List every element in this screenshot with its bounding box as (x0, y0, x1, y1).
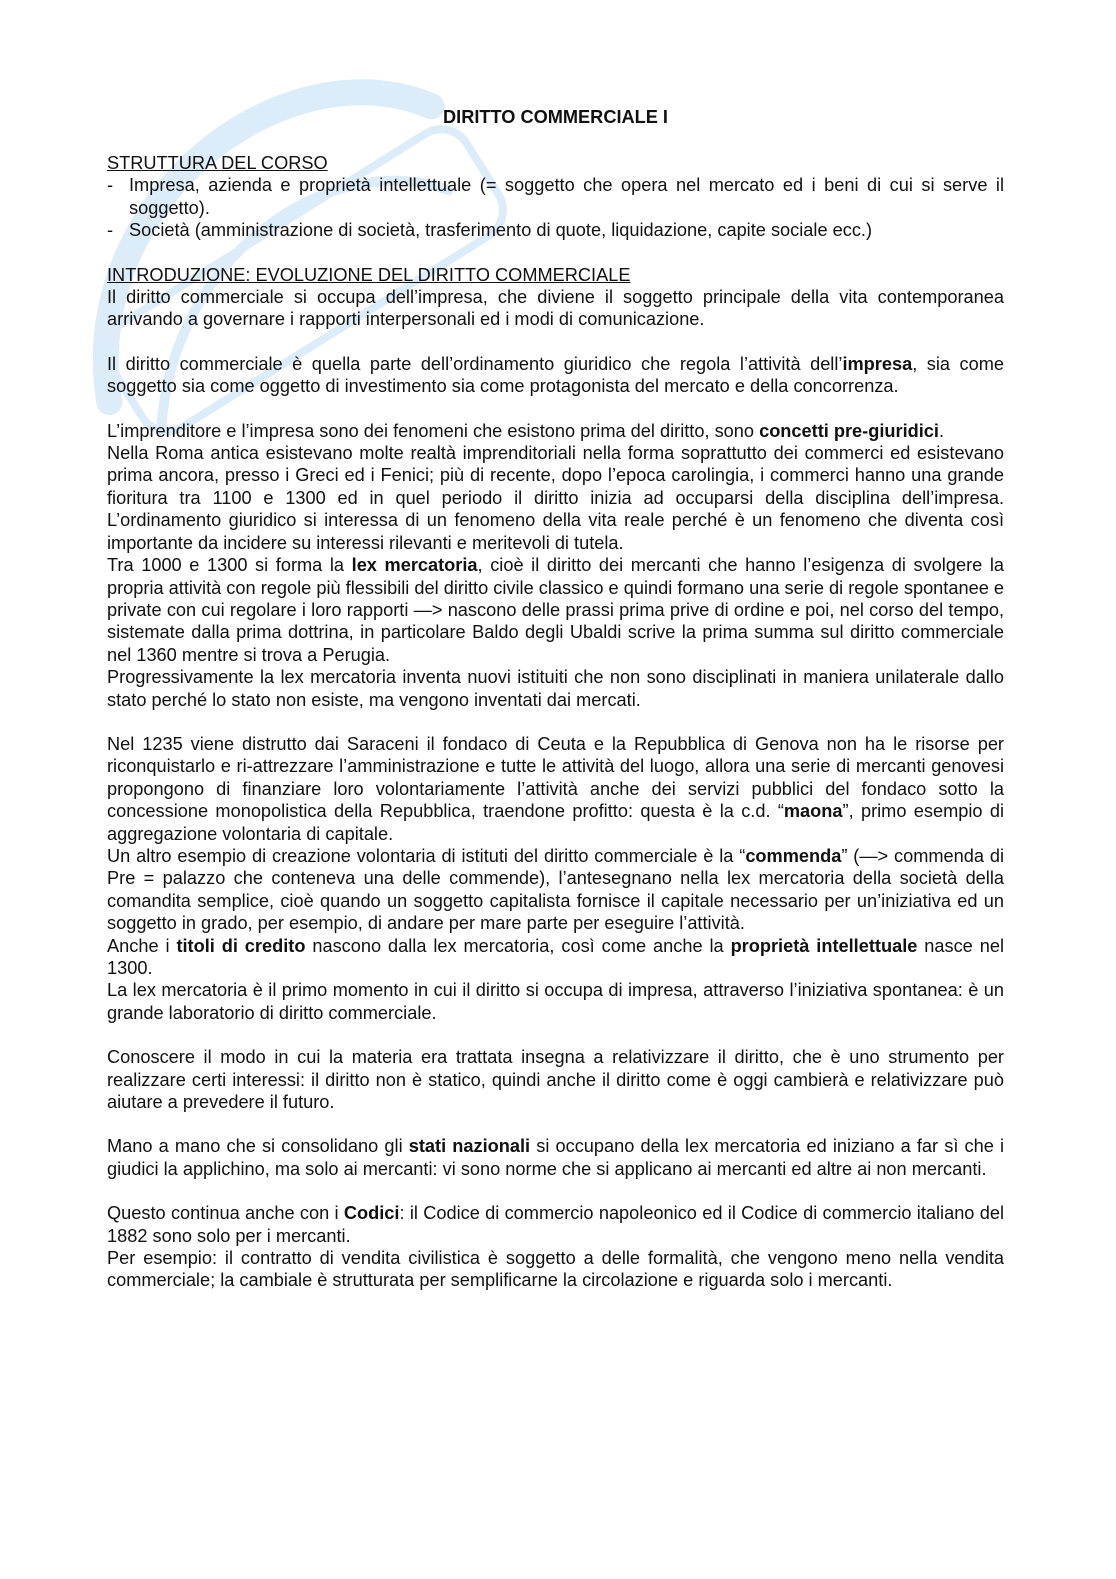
section-struttura (107, 152, 1004, 242)
document-title: DIRITTO COMMERCIALE I (443, 107, 668, 127)
bullet-item: - Impresa, azienda e proprietà intellettuale (= soggetto che opera nel mercato ed i beni di cui si serve il soggetto). (107, 174, 1004, 219)
paragraph: Conoscere il modo in cui la materia era trattata insegna a relativizzare il diritto, che è uno strumento per realizzare certi interessi: il diritto non è statico, quindi anche il diritto come è oggi cambierà e relativizzare può aiutare a prevedere il futuro. (107, 1047, 1004, 1113)
paragraph: La lex mercatoria è il primo momento in cui il diritto si occupa di impresa, attraverso l’iniziativa spontanea: è un grande laboratorio di diritto commerciale. (107, 980, 1004, 1023)
paragraph: Il diritto commerciale è quella parte dell’ordinamento giuridico che regola l’attività dell’impresa, sia come soggetto sia come oggetto di investimento sia come protagonista del mercato e della concorrenza. (107, 353, 1004, 397)
paragraph: Un altro esempio di creazione volontaria di istituti del diritto commerciale è la “commenda” (—> commenda di Pre = palazzo che conteneva una delle commende), l’antesegnano nella lex mercatoria della società della comandita semplice, cioè quando un soggetto capitalista fornisce il capitale necessario per un’iniziativa ed un soggetto in grado, per esempio, di andare per mare parte per eseguire l’attività. (107, 845, 1004, 934)
section-heading: INTRODUZIONE: EVOLUZIONE DEL DIRITTO COMMERCIALE (107, 264, 631, 285)
paragraph: Nella Roma antica esistevano molte realtà imprenditoriali nella forma soprattutto dei commerci ed esistevano prima ancora, presso i Greci ed i Fenici; più di recente, dopo l’epoca carolingia, i commerci hanno una grande fioritura tra 1100 e 1300 ed in quel periodo il diritto inizia ad occuparsi della disciplina dell’impresa. L’ordinamento giuridico si interessa di un fenomeno della vita reale perché è un fenomeno che diventa così importante da incidere su interessi rilevanti e meritevoli di tutela. (107, 443, 1004, 553)
document-page (107, 106, 1004, 1292)
paragraph: Progressivamente la lex mercatoria inventa nuovi istituiti che non sono disciplinati in maniera unilaterale dallo stato perché lo stato non esiste, ma vengono inventati dai mercati. (107, 667, 1004, 710)
paragraph: Mano a mano che si consolidano gli stati nazionali si occupano della lex mercatoria ed iniziano a far sì che i giudici la applichino, ma solo ai mercanti: vi sono norme che si applicano ai mercanti ed altre ai non mercanti. (107, 1136, 1004, 1179)
paragraph: Anche i titoli di credito nascono dalla lex mercatoria, così come anche la proprietà intellettuale nasce nel 1300. (107, 935, 1004, 978)
paragraph: Il diritto commerciale si occupa dell’impresa, che diviene il soggetto principale della vita contemporanea arrivando a governare i rapporti interpersonali ed i modi di comunicazione. (107, 287, 1004, 330)
paragraph: Tra 1000 e 1300 si forma la lex mercatoria, cioè il diritto dei mercanti che hanno l’esigenza di svolgere la propria attività con regole più flessibili del diritto civile classico e quindi formano una serie di regole spontanee e private con cui regolare i loro rapporti —> nascono delle prassi prima prive di ordine e poi, nel corso del tempo, sistemate dalla prima dottrina, in particolare Baldo degli Ubaldi scrive la prima summa sul diritto commerciale nel 1360 mentre si trova a Perugia. (107, 555, 1004, 665)
section-introduzione (107, 264, 1004, 1292)
bullet-list (107, 174, 1004, 241)
paragraph: L’imprenditore e l’impresa sono dei fenomeni che esistono prima del diritto, sono concetti pre-giuridici. (107, 420, 945, 441)
bullet-item: - Società (amministrazione di società, trasferimento di quote, liquidazione, capite sociale ecc.) (107, 219, 1004, 241)
paragraph: Questo continua anche con i Codici: il Codice di commercio napoleonico ed il Codice di commercio italiano del 1882 sono solo per i mercanti. (107, 1203, 1005, 1246)
section-heading: STRUTTURA DEL CORSO (107, 153, 328, 173)
paragraph: Nel 1235 viene distrutto dai Saraceni il fondaco di Ceuta e la Repubblica di Genova non ha le risorse per riconquistarlo e ri-attrezzare l’amministrazione e tutte le attività del luogo, allora una serie di mercanti genovesi propongono di finanziare loro volontariamente l’attività anche dei servizi pubblici del fondaco sotto la concessione monopolistica della Repubblica, traendone profitto: questa è la c.d. “maona”, primo esempio di aggregazione volontaria di capitale. (107, 733, 1004, 844)
paragraph: Per esempio: il contratto di vendita civilistica è soggetto a delle formalità, che vengono meno nella vendita commerciale; la cambiale è strutturata per semplificarne la circolazione e riguarda solo i mercanti. (107, 1248, 1004, 1291)
